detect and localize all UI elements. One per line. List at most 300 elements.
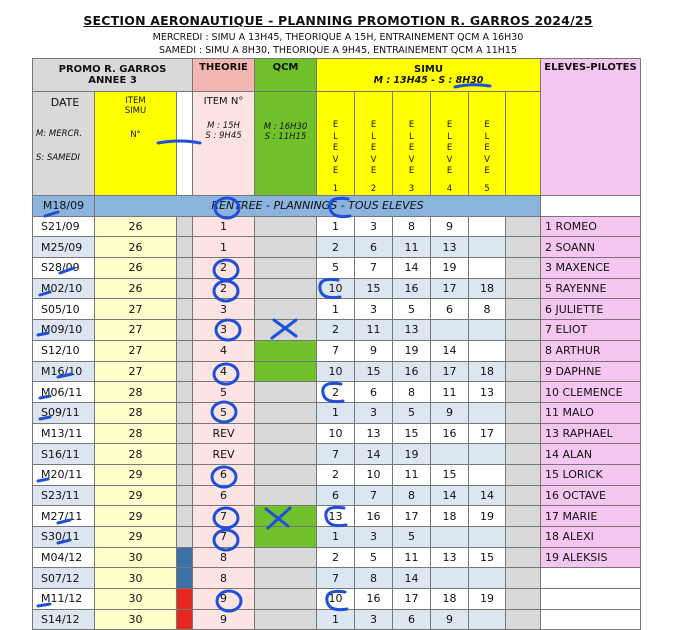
qcm-cell (255, 609, 317, 630)
simu-eleve-4: 13 (431, 237, 469, 258)
student-name-cell (541, 568, 641, 589)
item-simu-cell: 29 (95, 506, 177, 527)
item-simu-cell: 29 (95, 527, 177, 548)
item-simu-cell: 28 (95, 444, 177, 465)
simu-eleve-4: 9 (431, 609, 469, 630)
student-name-cell: 18 ALEXI (541, 527, 641, 548)
eleve-letter: V (370, 154, 377, 165)
date-cell: M20/11 (33, 464, 95, 485)
theorie-item-cell: 6 (193, 464, 255, 485)
eleve-4-header (431, 92, 469, 196)
simu-eleve-2: 8 (355, 568, 393, 589)
item-simu-header: ITEM SIMU N° (95, 92, 177, 196)
date-cell: S23/11 (33, 485, 95, 506)
simu-eleve-3: 11 (393, 464, 431, 485)
simu-eleve-3: 15 (393, 423, 431, 444)
simu-eleve-4: 18 (431, 589, 469, 610)
promo-header: PROMO R. GARROS ANNEE 3 (33, 59, 193, 92)
simu-eleve-3: 5 (393, 527, 431, 548)
qcm-cell (255, 547, 317, 568)
student-name-cell: 19 ALEKSIS (541, 547, 641, 568)
simu-extra-cell (506, 485, 541, 506)
theorie-item-cell: 7 (193, 527, 255, 548)
band-rentree: RENTREE - PLANNINGS - TOUS ELEVES (95, 196, 541, 217)
simu-eleve-1: 10 (317, 278, 355, 299)
table-row (33, 423, 641, 444)
simu-eleve-5 (469, 320, 506, 341)
simu-eleve-5: 8 (469, 299, 506, 320)
eleve-letter: E (370, 143, 377, 153)
theorie-item-cell: 3 (193, 320, 255, 341)
theorie-item-cell: 4 (193, 361, 255, 382)
item-simu-cell: 26 (95, 216, 177, 237)
simu-eleve-4: 11 (431, 382, 469, 403)
theorie-item-cell: 3 (193, 299, 255, 320)
item-simu-cell: 26 (95, 258, 177, 279)
simu-eleve-1: 10 (317, 423, 355, 444)
eleve-number: 2 (370, 183, 377, 194)
simu-extra-cell (506, 609, 541, 630)
simu-eleve-3: 5 (393, 299, 431, 320)
simu-eleve-2: 3 (355, 609, 393, 630)
table-row (33, 568, 641, 589)
simu-eleve-1: 10 (317, 361, 355, 382)
eleve-letter: E (332, 120, 339, 130)
simu-eleve-1: 13 (317, 506, 355, 527)
simu-eleve-2: 13 (355, 423, 393, 444)
schedule-saturday: SAMEDI : SIMU A 8H30, THEORIQUE A 9H45, ENTRAINEMENT QCM A 11H15 (158, 45, 518, 56)
simu-eleve-5 (469, 444, 506, 465)
simu-extra-header (506, 92, 541, 196)
eleve-letter: E (370, 166, 377, 176)
eleve-letter: E (408, 166, 415, 176)
simu-eleve-4: 19 (431, 258, 469, 279)
theorie-item-cell: 8 (193, 547, 255, 568)
qcm-cell (255, 382, 317, 403)
theorie-item-cell: 1 (193, 216, 255, 237)
eleve-letter: E (332, 143, 339, 153)
simu-extra-cell (506, 589, 541, 610)
theorie-header: THEORIE (193, 59, 255, 92)
simu-eleve-1: 2 (317, 382, 355, 403)
simu-eleve-3: 19 (393, 340, 431, 361)
simu-eleve-3: 17 (393, 589, 431, 610)
simu-eleve-5: 14 (469, 485, 506, 506)
simu-eleve-4 (431, 320, 469, 341)
simu-eleve-5 (469, 237, 506, 258)
simu-eleve-2: 5 (355, 547, 393, 568)
date-cell: S05/10 (33, 299, 95, 320)
theorie-item-cell: 6 (193, 485, 255, 506)
date-cell: S16/11 (33, 444, 95, 465)
theorie-item-cell: 1 (193, 237, 255, 258)
theorie-item-cell: 5 (193, 382, 255, 403)
date-cell: M16/10 (33, 361, 95, 382)
item-simu-cell: 28 (95, 402, 177, 423)
theorie-item-cell: 7 (193, 506, 255, 527)
date-cell: S14/12 (33, 609, 95, 630)
simu-eleve-5 (469, 340, 506, 361)
simu-eleve-3: 14 (393, 258, 431, 279)
spacer-cell (177, 402, 193, 423)
simu-eleve-4: 14 (431, 340, 469, 361)
theorie-item-cell: 2 (193, 258, 255, 279)
qcm-cell (255, 568, 317, 589)
qcm-cell (255, 258, 317, 279)
simu-eleve-3: 8 (393, 216, 431, 237)
eleve-letter: E (484, 143, 490, 153)
table-row (33, 216, 641, 237)
simu-extra-cell (506, 382, 541, 403)
spacer-cell (177, 361, 193, 382)
simu-eleve-5: 18 (469, 361, 506, 382)
simu-extra-cell (506, 506, 541, 527)
qcm-cell (255, 506, 317, 527)
simu-eleve-4: 9 (431, 216, 469, 237)
table-row (33, 382, 641, 403)
item-simu-cell: 26 (95, 278, 177, 299)
simu-eleve-2: 3 (355, 299, 393, 320)
table-row (33, 485, 641, 506)
student-name-cell: 2 SOANN (541, 237, 641, 258)
simu-eleve-4: 16 (431, 423, 469, 444)
qcm-cell (255, 464, 317, 485)
spacer-cell (177, 464, 193, 485)
simu-eleve-1: 5 (317, 258, 355, 279)
theo-item-header: ITEM N° M : 15H S : 9H45 (193, 92, 255, 196)
simu-eleve-2: 3 (355, 402, 393, 423)
item-simu-cell: 29 (95, 464, 177, 485)
student-name-cell: 16 OCTAVE (541, 485, 641, 506)
simu-eleve-2: 15 (355, 361, 393, 382)
student-name-cell (541, 589, 641, 610)
schedule-wednesday: MERCREDI : SIMU A 13H45, THEORIQUE A 15H, ENTRAINEMENT QCM A 16H30 (152, 32, 524, 43)
simu-eleve-5: 13 (469, 382, 506, 403)
eleve-letter: L (447, 131, 452, 142)
simu-header: SIMU M : 13H45 - S : 8H30 (317, 59, 541, 92)
eleve-letter: E (408, 120, 415, 130)
item-simu-cell: 27 (95, 320, 177, 341)
simu-eleve-1: 7 (317, 444, 355, 465)
planning-table (32, 58, 641, 630)
table-row (33, 278, 641, 299)
eleve-letter: V (484, 154, 490, 165)
spacer-cell (177, 299, 193, 320)
eleve-3-header (393, 92, 431, 196)
simu-eleve-2: 10 (355, 464, 393, 485)
qcm-cell (255, 340, 317, 361)
simu-eleve-1: 6 (317, 485, 355, 506)
eleve-letter: L (409, 131, 414, 142)
simu-eleve-2: 7 (355, 485, 393, 506)
simu-eleve-3: 13 (393, 320, 431, 341)
simu-eleve-2: 3 (355, 216, 393, 237)
date-cell: S30/11 (33, 527, 95, 548)
date-header: DATE M: MERCR. S: SAMEDI (33, 92, 95, 196)
simu-extra-cell (506, 361, 541, 382)
simu-eleve-1: 7 (317, 340, 355, 361)
student-name-cell: 5 RAYENNE (541, 278, 641, 299)
band-empty (541, 196, 641, 217)
simu-eleve-5 (469, 568, 506, 589)
simu-eleve-4: 18 (431, 506, 469, 527)
simu-extra-cell (506, 299, 541, 320)
eleves-header: ELEVES-PILOTES (541, 59, 641, 196)
student-name-cell: 7 ELIOT (541, 320, 641, 341)
eleve-letter: E (370, 120, 377, 130)
date-cell: M27/11 (33, 506, 95, 527)
simu-eleve-1: 1 (317, 216, 355, 237)
table-row (33, 547, 641, 568)
simu-eleve-4: 15 (431, 464, 469, 485)
theorie-item-cell: 4 (193, 340, 255, 361)
simu-eleve-4 (431, 444, 469, 465)
simu-extra-cell (506, 444, 541, 465)
spacer-cell (177, 527, 193, 548)
qcm-cell (255, 320, 317, 341)
spacer-cell (177, 382, 193, 403)
date-cell: M13/11 (33, 423, 95, 444)
simu-extra-cell (506, 216, 541, 237)
date-cell: M11/12 (33, 589, 95, 610)
simu-eleve-2: 15 (355, 278, 393, 299)
simu-eleve-2: 3 (355, 527, 393, 548)
student-name-cell: 9 DAPHNE (541, 361, 641, 382)
date-cell: M25/09 (33, 237, 95, 258)
band-date: M18/09 (33, 196, 95, 217)
simu-eleve-3: 16 (393, 361, 431, 382)
simu-extra-cell (506, 547, 541, 568)
simu-eleve-5 (469, 609, 506, 630)
spacer-cell (177, 340, 193, 361)
qcm-cell (255, 237, 317, 258)
item-simu-cell: 29 (95, 485, 177, 506)
simu-eleve-4: 6 (431, 299, 469, 320)
eleve-number: 3 (408, 183, 415, 194)
student-name-cell: 3 MAXENCE (541, 258, 641, 279)
theorie-item-cell: REV (193, 444, 255, 465)
student-name-cell: 1 ROMEO (541, 216, 641, 237)
table-row (33, 506, 641, 527)
table-row (33, 340, 641, 361)
spacer-cell (177, 589, 193, 610)
eleve-number: 4 (446, 183, 453, 194)
item-simu-cell: 30 (95, 609, 177, 630)
eleve-letter: E (446, 143, 453, 153)
student-name-cell: 15 LORICK (541, 464, 641, 485)
simu-eleve-3: 14 (393, 568, 431, 589)
simu-eleve-2: 6 (355, 237, 393, 258)
theorie-item-cell: 9 (193, 589, 255, 610)
simu-eleve-2: 16 (355, 589, 393, 610)
item-simu-cell: 30 (95, 547, 177, 568)
eleve-letter: L (484, 131, 490, 142)
simu-extra-cell (506, 340, 541, 361)
simu-eleve-3: 11 (393, 547, 431, 568)
simu-eleve-3: 6 (393, 609, 431, 630)
simu-eleve-1: 1 (317, 527, 355, 548)
simu-eleve-5 (469, 216, 506, 237)
page-title: SECTION AERONAUTIQUE - PLANNING PROMOTION R. GARROS 2024/25 (83, 13, 593, 28)
table-row (33, 361, 641, 382)
item-simu-cell: 30 (95, 589, 177, 610)
qcm-cell (255, 299, 317, 320)
student-name-cell: 8 ARTHUR (541, 340, 641, 361)
eleve-5-header (469, 92, 506, 196)
date-cell: M06/11 (33, 382, 95, 403)
qcm-cell (255, 278, 317, 299)
simu-eleve-4: 14 (431, 485, 469, 506)
simu-extra-cell (506, 423, 541, 444)
simu-eleve-5 (469, 258, 506, 279)
table-row (33, 299, 641, 320)
table-row (33, 589, 641, 610)
simu-eleve-2: 16 (355, 506, 393, 527)
simu-eleve-4: 13 (431, 547, 469, 568)
eleve-2-header (355, 92, 393, 196)
simu-eleve-2: 11 (355, 320, 393, 341)
simu-eleve-1: 1 (317, 402, 355, 423)
spacer-cell (177, 423, 193, 444)
simu-eleve-4 (431, 568, 469, 589)
table-row (33, 527, 641, 548)
date-cell: S09/11 (33, 402, 95, 423)
item-simu-cell: 28 (95, 382, 177, 403)
date-cell: S12/10 (33, 340, 95, 361)
simu-extra-cell (506, 320, 541, 341)
eleve-1-header (317, 92, 355, 196)
table-row (33, 444, 641, 465)
date-cell: S07/12 (33, 568, 95, 589)
student-name-cell: 6 JULIETTE (541, 299, 641, 320)
qcm-header: QCM (255, 59, 317, 92)
simu-eleve-4: 9 (431, 402, 469, 423)
simu-eleve-5: 15 (469, 547, 506, 568)
simu-eleve-1: 2 (317, 320, 355, 341)
simu-eleve-3: 8 (393, 382, 431, 403)
student-name-cell (541, 609, 641, 630)
simu-eleve-1: 2 (317, 237, 355, 258)
simu-extra-cell (506, 237, 541, 258)
theorie-item-cell: REV (193, 423, 255, 444)
simu-eleve-1: 7 (317, 568, 355, 589)
table-row (33, 258, 641, 279)
eleve-letter: V (446, 154, 453, 165)
simu-eleve-5 (469, 402, 506, 423)
spacer-cell (177, 485, 193, 506)
theorie-item-cell: 8 (193, 568, 255, 589)
simu-eleve-2: 9 (355, 340, 393, 361)
table-row (33, 402, 641, 423)
qcm-times-header: M : 16H30 S : 11H15 (255, 92, 317, 196)
qcm-cell (255, 402, 317, 423)
eleve-letter: L (371, 131, 376, 142)
date-cell: S21/09 (33, 216, 95, 237)
qcm-cell (255, 361, 317, 382)
student-name-cell: 13 RAPHAEL (541, 423, 641, 444)
simu-eleve-1: 1 (317, 609, 355, 630)
simu-eleve-4 (431, 527, 469, 548)
simu-times: M : 13H45 - S : 8H30 (373, 75, 484, 86)
qcm-cell (255, 589, 317, 610)
eleve-letter: E (484, 120, 490, 130)
table-row (33, 237, 641, 258)
simu-extra-cell (506, 568, 541, 589)
date-cell: S28/09 (33, 258, 95, 279)
simu-eleve-5: 19 (469, 589, 506, 610)
simu-extra-cell (506, 402, 541, 423)
simu-eleve-3: 8 (393, 485, 431, 506)
spacer-cell (177, 609, 193, 630)
item-simu-cell: 26 (95, 237, 177, 258)
eleve-number: 5 (484, 183, 490, 194)
qcm-cell (255, 216, 317, 237)
simu-eleve-4: 17 (431, 278, 469, 299)
simu-eleve-5: 18 (469, 278, 506, 299)
eleve-letter: E (484, 166, 490, 176)
item-simu-cell: 27 (95, 340, 177, 361)
simu-eleve-1: 1 (317, 299, 355, 320)
eleve-letter: L (333, 131, 338, 142)
simu-eleve-3: 17 (393, 506, 431, 527)
simu-eleve-2: 6 (355, 382, 393, 403)
item-simu-cell: 28 (95, 423, 177, 444)
date-cell: M04/12 (33, 547, 95, 568)
simu-eleve-3: 11 (393, 237, 431, 258)
spacer-cell (177, 547, 193, 568)
item-simu-cell: 27 (95, 361, 177, 382)
table-row (33, 464, 641, 485)
spacer-header (177, 92, 193, 196)
spacer-cell (177, 237, 193, 258)
spacer-cell (177, 258, 193, 279)
qcm-cell (255, 444, 317, 465)
simu-extra-cell (506, 464, 541, 485)
spacer-cell (177, 216, 193, 237)
theorie-item-cell: 9 (193, 609, 255, 630)
eleve-letter: E (446, 120, 453, 130)
spacer-cell (177, 506, 193, 527)
spacer-cell (177, 320, 193, 341)
simu-eleve-5 (469, 464, 506, 485)
eleve-letter: E (446, 166, 453, 176)
qcm-cell (255, 485, 317, 506)
item-simu-cell: 30 (95, 568, 177, 589)
simu-extra-cell (506, 258, 541, 279)
spacer-cell (177, 278, 193, 299)
eleve-letter: V (408, 154, 415, 165)
student-name-cell: 14 ALAN (541, 444, 641, 465)
simu-eleve-3: 5 (393, 402, 431, 423)
table-row (33, 609, 641, 630)
simu-eleve-1: 2 (317, 547, 355, 568)
spacer-cell (177, 444, 193, 465)
simu-eleve-3: 16 (393, 278, 431, 299)
table-row (33, 320, 641, 341)
date-cell: M02/10 (33, 278, 95, 299)
eleve-letter: V (332, 154, 339, 165)
simu-eleve-1: 10 (317, 589, 355, 610)
simu-eleve-2: 14 (355, 444, 393, 465)
spacer-cell (177, 568, 193, 589)
simu-eleve-3: 19 (393, 444, 431, 465)
student-name-cell: 10 CLEMENCE (541, 382, 641, 403)
simu-eleve-5: 17 (469, 423, 506, 444)
simu-eleve-5: 19 (469, 506, 506, 527)
theorie-item-cell: 2 (193, 278, 255, 299)
theorie-item-cell: 5 (193, 402, 255, 423)
eleve-letter: E (332, 166, 339, 176)
